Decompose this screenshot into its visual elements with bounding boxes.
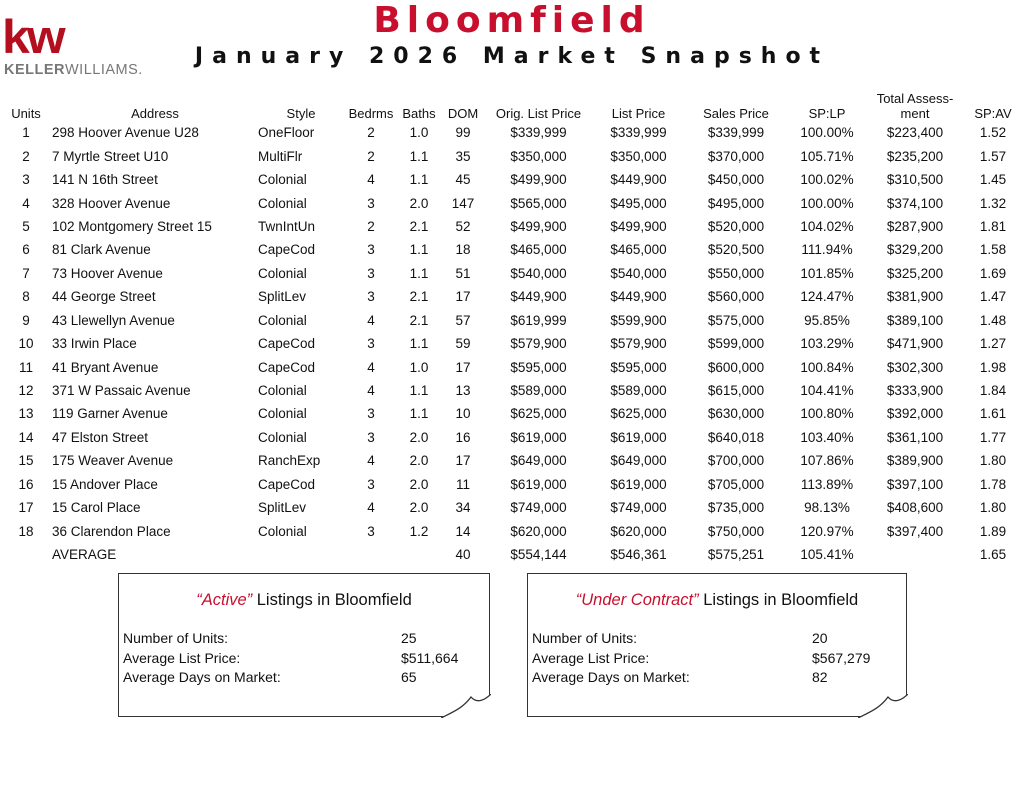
cell-dom: 13: [455, 383, 471, 399]
cell-assess: $325,200: [886, 265, 944, 281]
uc-units-label: Number of Units:: [532, 630, 638, 646]
cell-list: $465,000: [610, 242, 667, 258]
page-subtitle: January 2026 Market Snapshot: [194, 44, 830, 69]
col-orig-list-price: Orig. List Price: [495, 106, 582, 121]
active-listings-box: [118, 573, 490, 717]
cell-list: $495,000: [610, 195, 667, 211]
cell-bedrms: 3: [367, 429, 375, 445]
cell-list: $625,000: [610, 406, 667, 422]
cell-address: 36 Clarendon Place: [52, 523, 171, 539]
cell-orig: $595,000: [510, 359, 567, 375]
cell-bedrms: 3: [367, 265, 375, 281]
cell-spav: 1.78: [979, 476, 1007, 492]
brand-name: KELLERWILLIAMS.: [4, 62, 143, 78]
cell-baths: 1.1: [409, 265, 429, 281]
cell-sales: $640,018: [707, 429, 765, 445]
cell-splp: 100.00%: [800, 195, 854, 211]
cell-orig: $649,000: [510, 453, 567, 469]
cell-assess: $329,200: [886, 242, 944, 258]
cell-splp: 111.94%: [801, 242, 853, 258]
cell-bedrms: 4: [367, 312, 375, 328]
cell-assess: $397,400: [886, 523, 944, 539]
uc-units-value: 20: [812, 630, 828, 646]
cell-assess: $333,900: [886, 383, 944, 399]
cell-units: 17: [18, 500, 34, 516]
cell-dom: 18: [455, 242, 471, 258]
cell-baths: 1.1: [409, 242, 429, 258]
cell-address: 43 Llewellyn Avenue: [52, 312, 175, 328]
page-title: Bloomfield: [373, 0, 651, 41]
cell-units: 12: [18, 383, 34, 399]
cell-bedrms: 4: [367, 500, 375, 516]
active-avg-dom-value: 65: [401, 669, 417, 685]
cell-list: $595,000: [610, 359, 667, 375]
cell-units: 16: [18, 476, 34, 492]
cell-spav: 1.47: [979, 289, 1007, 305]
col-sales-price: Sales Price: [703, 106, 769, 121]
cell-orig: $579,900: [510, 336, 567, 352]
cell-baths: 1.1: [409, 148, 429, 164]
cell-baths: 1.1: [409, 336, 429, 352]
cell-splp: 100.02%: [800, 172, 854, 188]
under-contract-box-title: “Under Contract” Listings in Bloomfield: [575, 591, 859, 609]
cell-sales: $370,000: [707, 148, 765, 164]
cell-splp: 107.86%: [800, 453, 854, 469]
cell-orig: $339,999: [510, 125, 567, 141]
cell-dom: 99: [455, 125, 471, 141]
table-row: [0, 309, 1024, 332]
cell-spav: 1.32: [979, 195, 1007, 211]
cell-assess: $389,100: [886, 312, 944, 328]
cell-baths: 2.1: [409, 312, 429, 328]
cell-bedrms: 4: [367, 453, 375, 469]
cell-splp: 105.71%: [800, 148, 854, 164]
cell-address: 47 Elston Street: [52, 429, 149, 445]
active-box-title: “Active” Listings in Bloomfield: [196, 591, 412, 609]
cell-address: 371 W Passaic Avenue: [52, 383, 191, 399]
cell-assess: $310,500: [886, 172, 944, 188]
cell-assess: $374,100: [886, 195, 944, 211]
table-row: [0, 215, 1024, 238]
cell-assess: $397,100: [886, 476, 944, 492]
cell-bedrms: 2: [367, 125, 375, 141]
cell-style: Colonial: [258, 383, 307, 399]
cell-list: $499,900: [610, 218, 667, 234]
cell-units: 1: [22, 125, 30, 141]
cell-sales: $750,000: [707, 523, 765, 539]
cell-units: 9: [22, 312, 30, 328]
table-row: [0, 238, 1024, 261]
cell-bedrms: 3: [367, 476, 375, 492]
cell-list: $339,999: [610, 125, 667, 141]
cell-assess: $408,600: [886, 500, 944, 516]
average-orig: $554,144: [510, 547, 567, 563]
cell-style: Colonial: [258, 429, 307, 445]
cell-list: $599,900: [610, 312, 667, 328]
cell-dom: 35: [455, 148, 471, 164]
cell-spav: 1.27: [979, 336, 1007, 352]
cell-orig: $465,000: [510, 242, 567, 258]
cell-spav: 1.98: [979, 359, 1007, 375]
cell-bedrms: 3: [367, 336, 375, 352]
cell-sales: $560,000: [707, 289, 765, 305]
cell-assess: $389,900: [886, 453, 944, 469]
table-row: [0, 355, 1024, 378]
cell-style: OneFloor: [258, 125, 315, 141]
cell-units: 13: [18, 406, 34, 422]
cell-splp: 95.85%: [804, 312, 850, 328]
cell-orig: $620,000: [510, 523, 567, 539]
cell-spav: 1.52: [979, 125, 1007, 141]
cell-units: 3: [22, 172, 30, 188]
cell-splp: 100.00%: [800, 125, 854, 141]
cell-units: 14: [18, 429, 34, 445]
cell-address: 73 Hoover Avenue: [52, 265, 163, 281]
cell-sales: $615,000: [707, 383, 765, 399]
cell-list: $540,000: [610, 265, 667, 281]
cell-dom: 17: [455, 289, 471, 305]
cell-style: Colonial: [258, 265, 307, 281]
cell-splp: 98.13%: [804, 500, 850, 516]
cell-list: $619,000: [610, 476, 667, 492]
average-splp: 105.41%: [800, 547, 854, 563]
col-list-price: List Price: [611, 106, 666, 121]
cell-bedrms: 3: [367, 523, 375, 539]
cell-dom: 17: [455, 359, 471, 375]
cell-orig: $619,000: [510, 476, 567, 492]
cell-list: $589,000: [610, 383, 667, 399]
cell-dom: 34: [455, 500, 471, 516]
cell-spav: 1.69: [979, 265, 1007, 281]
average-label: AVERAGE: [52, 547, 117, 563]
cell-style: CapeCod: [258, 242, 316, 258]
cell-sales: $550,000: [707, 265, 765, 281]
table-row: [0, 121, 1024, 144]
cell-sales: $450,000: [707, 172, 765, 188]
cell-baths: 2.0: [409, 195, 429, 211]
cell-bedrms: 4: [367, 359, 375, 375]
cell-units: 18: [18, 523, 34, 539]
cell-bedrms: 3: [367, 406, 375, 422]
col-total-assessment: Total Assess- ment: [876, 91, 954, 121]
col-sp-lp: SP:LP: [808, 106, 846, 121]
cell-dom: 45: [455, 172, 471, 188]
cell-baths: 1.1: [409, 406, 429, 422]
cell-orig: $449,900: [510, 289, 567, 305]
page-curl-icon: [858, 694, 908, 718]
table-row: [0, 449, 1024, 472]
cell-style: TwnIntUn: [258, 218, 316, 234]
active-units-label: Number of Units:: [123, 630, 229, 646]
cell-units: 5: [22, 218, 30, 234]
cell-sales: $599,000: [707, 336, 765, 352]
cell-dom: 57: [455, 312, 471, 328]
table-row: [0, 144, 1024, 167]
average-sales: $575,251: [707, 547, 765, 563]
cell-bedrms: 3: [367, 242, 375, 258]
cell-splp: 103.29%: [800, 336, 854, 352]
average-dom: 40: [455, 547, 471, 563]
cell-list: $449,900: [610, 289, 667, 305]
cell-style: Colonial: [258, 195, 307, 211]
average-list: $546,361: [610, 547, 667, 563]
cell-orig: $589,000: [510, 383, 567, 399]
cell-dom: 51: [455, 265, 471, 281]
cell-spav: 1.81: [979, 218, 1007, 234]
average-spav: 1.65: [979, 547, 1007, 563]
cell-address: 102 Montgomery Street 15: [52, 218, 212, 234]
cell-address: 15 Carol Place: [52, 500, 141, 516]
table-row: [0, 402, 1024, 425]
cell-assess: $361,100: [886, 429, 944, 445]
cell-splp: 104.02%: [800, 218, 854, 234]
cell-dom: 52: [455, 218, 471, 234]
cell-sales: $520,000: [707, 218, 765, 234]
cell-list: $579,900: [610, 336, 667, 352]
cell-baths: 1.1: [409, 172, 429, 188]
cell-baths: 1.0: [409, 125, 429, 141]
cell-bedrms: 2: [367, 218, 375, 234]
cell-address: 7 Myrtle Street U10: [52, 148, 169, 164]
cell-style: Colonial: [258, 172, 307, 188]
cell-spav: 1.45: [979, 172, 1007, 188]
cell-sales: $600,000: [707, 359, 765, 375]
cell-splp: 120.97%: [800, 523, 854, 539]
uc-avg-dom-value: 82: [812, 669, 828, 685]
active-avg-price-label: Average List Price:: [123, 650, 241, 666]
cell-spav: 1.89: [979, 523, 1007, 539]
cell-bedrms: 4: [367, 383, 375, 399]
cell-dom: 11: [455, 476, 470, 492]
active-avg-dom-label: Average Days on Market:: [123, 669, 281, 685]
table-row: [0, 262, 1024, 285]
table-row: [0, 426, 1024, 449]
cell-spav: 1.80: [979, 500, 1007, 516]
page-curl-icon: [441, 694, 491, 718]
cell-sales: $520,500: [707, 242, 765, 258]
cell-assess: $235,200: [886, 148, 944, 164]
cell-assess: $471,900: [886, 336, 944, 352]
cell-list: $649,000: [610, 453, 667, 469]
cell-style: CapeCod: [258, 336, 316, 352]
cell-address: 41 Bryant Avenue: [52, 359, 159, 375]
cell-baths: 2.1: [409, 289, 429, 305]
col-address: Address: [131, 106, 179, 121]
cell-orig: $350,000: [510, 148, 567, 164]
active-avg-price-value: $511,664: [401, 650, 459, 666]
cell-baths: 2.0: [409, 429, 429, 445]
cell-units: 2: [22, 148, 30, 164]
cell-bedrms: 2: [367, 148, 375, 164]
cell-style: Colonial: [258, 406, 307, 422]
cell-address: 44 George Street: [52, 289, 156, 305]
cell-sales: $735,000: [707, 500, 765, 516]
cell-spav: 1.57: [979, 148, 1007, 164]
uc-avg-dom-label: Average Days on Market:: [532, 669, 690, 685]
cell-style: CapeCod: [258, 476, 316, 492]
cell-splp: 104.41%: [800, 383, 854, 399]
cell-list: $449,900: [610, 172, 667, 188]
cell-bedrms: 3: [367, 289, 375, 305]
cell-assess: $302,300: [886, 359, 944, 375]
cell-spav: 1.58: [979, 242, 1007, 258]
cell-address: 119 Garner Avenue: [52, 406, 168, 422]
cell-sales: $630,000: [707, 406, 765, 422]
under-contract-listings-box: [527, 573, 907, 717]
cell-orig: $619,000: [510, 429, 567, 445]
cell-style: CapeCod: [258, 359, 316, 375]
table-row: [0, 191, 1024, 214]
table-row: [0, 496, 1024, 519]
cell-list: $620,000: [610, 523, 667, 539]
cell-spav: 1.84: [979, 383, 1007, 399]
cell-address: 141 N 16th Street: [52, 172, 158, 188]
cell-bedrms: 3: [367, 195, 375, 211]
cell-orig: $499,900: [510, 218, 567, 234]
table-header-row: [0, 83, 1024, 121]
cell-address: 33 Irwin Place: [52, 336, 137, 352]
cell-list: $619,000: [610, 429, 667, 445]
uc-avg-price-value: $567,279: [812, 650, 871, 666]
cell-address: 81 Clark Avenue: [52, 242, 151, 258]
cell-baths: 2.1: [409, 218, 429, 234]
cell-baths: 1.2: [409, 523, 429, 539]
cell-address: 175 Weaver Avenue: [52, 453, 174, 469]
cell-orig: $625,000: [510, 406, 567, 422]
col-bedrms: Bedrms: [348, 106, 394, 121]
cell-units: 15: [18, 453, 34, 469]
col-sp-av: SP:AV: [974, 106, 1012, 121]
average-row: [0, 543, 1024, 566]
cell-baths: 2.0: [409, 500, 429, 516]
cell-baths: 1.1: [409, 383, 429, 399]
cell-dom: 59: [455, 336, 471, 352]
cell-baths: 1.0: [409, 359, 429, 375]
cell-orig: $499,900: [510, 172, 567, 188]
uc-avg-price-label: Average List Price:: [532, 650, 650, 666]
cell-units: 4: [22, 195, 30, 211]
cell-units: 7: [22, 265, 30, 281]
cell-splp: 100.80%: [800, 406, 854, 422]
cell-sales: $700,000: [707, 453, 765, 469]
col-dom: DOM: [447, 106, 479, 121]
cell-sales: $339,999: [707, 125, 765, 141]
cell-spav: 1.77: [979, 429, 1007, 445]
cell-units: 11: [18, 359, 33, 375]
cell-orig: $565,000: [510, 195, 567, 211]
cell-dom: 17: [455, 453, 471, 469]
active-units-value: 25: [401, 630, 417, 646]
cell-splp: 113.89%: [800, 476, 854, 492]
cell-list: $350,000: [610, 148, 667, 164]
cell-dom: 10: [455, 406, 471, 422]
cell-splp: 103.40%: [800, 429, 854, 445]
cell-splp: 101.85%: [800, 265, 854, 281]
cell-address: 328 Hoover Avenue: [52, 195, 171, 211]
cell-dom: 147: [451, 195, 475, 211]
cell-sales: $705,000: [707, 476, 765, 492]
table-row: [0, 473, 1024, 496]
kw-logo-mark: kw: [2, 10, 63, 64]
cell-style: MultiFlr: [258, 148, 303, 164]
cell-orig: $540,000: [510, 265, 567, 281]
cell-assess: $381,900: [886, 289, 944, 305]
cell-address: 15 Andover Place: [52, 476, 158, 492]
table-row: [0, 168, 1024, 191]
cell-style: RanchExp: [258, 453, 321, 469]
cell-dom: 14: [455, 523, 471, 539]
cell-list: $749,000: [610, 500, 667, 516]
cell-dom: 16: [455, 429, 471, 445]
table-row: [0, 285, 1024, 308]
cell-sales: $575,000: [707, 312, 765, 328]
cell-bedrms: 4: [367, 172, 375, 188]
cell-style: Colonial: [258, 523, 307, 539]
cell-orig: $619,999: [510, 312, 567, 328]
cell-units: 8: [22, 289, 30, 305]
cell-spav: 1.80: [979, 453, 1007, 469]
col-style: Style: [286, 106, 316, 121]
sales-table: [0, 83, 1024, 566]
cell-spav: 1.48: [979, 312, 1007, 328]
table-row: [0, 332, 1024, 355]
cell-assess: $392,000: [886, 406, 944, 422]
table-row: [0, 519, 1024, 542]
cell-style: Colonial: [258, 312, 307, 328]
cell-splp: 100.84%: [800, 359, 854, 375]
cell-spav: 1.61: [979, 406, 1007, 422]
table-row: [0, 379, 1024, 402]
cell-sales: $495,000: [707, 195, 765, 211]
col-baths: Baths: [402, 106, 436, 121]
cell-address: 298 Hoover Avenue U28: [52, 125, 199, 141]
cell-assess: $223,400: [886, 125, 944, 141]
cell-units: 10: [18, 336, 34, 352]
col-units: Units: [11, 106, 41, 121]
cell-style: SplitLev: [258, 289, 307, 305]
cell-units: 6: [22, 242, 30, 258]
cell-splp: 124.47%: [800, 289, 854, 305]
cell-style: SplitLev: [258, 500, 307, 516]
cell-orig: $749,000: [510, 500, 567, 516]
cell-assess: $287,900: [886, 218, 944, 234]
cell-baths: 2.0: [409, 476, 429, 492]
cell-baths: 2.0: [409, 453, 429, 469]
